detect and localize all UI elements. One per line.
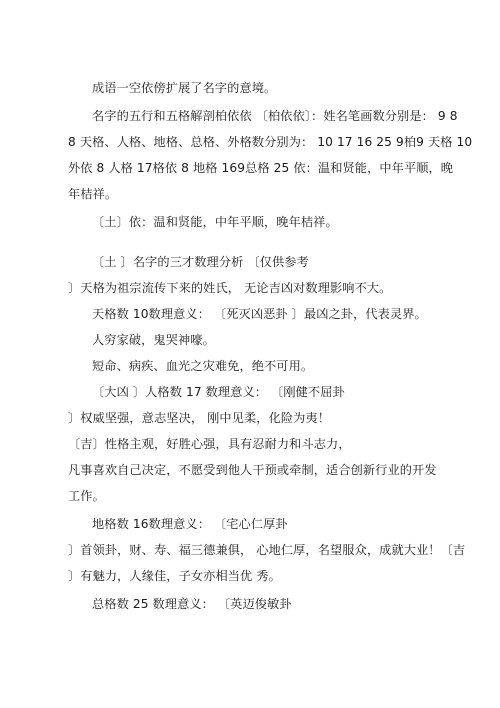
text-line-16: 工作。 xyxy=(68,489,105,503)
text-line-10: 人穷家破，鬼哭神嚎。 xyxy=(92,333,215,347)
text-line-7: 〔土 〕名字的三才数理分析 〔仅供参考 xyxy=(92,255,309,269)
text-line-2: 名字的五行和五格解剖柏依依 〔柏依依〕：姓名笔画数分别是： 9 8 xyxy=(92,109,458,123)
text-line-13: 〕权威坚强，意志坚决， 刚中见柔，化险为夷！ xyxy=(68,411,331,425)
text-line-9: 天格数 10数理意义： 〔死灭凶恶卦 〕最凶之卦，代表灵界。 xyxy=(92,307,427,321)
text-line-8: 〕天格为祖宗流传下来的姓氏， 无论吉凶对数理影响不大。 xyxy=(68,281,392,295)
text-line-15: 凡事喜欢自己决定，不愿受到他人干预或牵制，适合创新行业的开发 xyxy=(68,463,437,477)
text-line-11: 短命、病疾、血光之灾难免，绝不可用。 xyxy=(92,359,314,373)
text-line-18: 〕首领卦，财、寿、福三德兼俱， 心地仁厚，名望服众，成就大业！〔吉 xyxy=(68,543,466,557)
text-line-4: 外依 8 人格 17格依 8 地格 169总格 25 依：温和贤能，中年平顺，晚 xyxy=(68,161,454,175)
text-line-20: 总格数 25 数理意义： 〔英迈俊敏卦 xyxy=(92,597,292,611)
text-line-14: 〔吉〕性格主观，好胜心强，具有忍耐力和斗志力， xyxy=(68,437,351,451)
text-line-3: 8 天格、人格、地格、总格、外格数分别为： 10 17 16 25 9柏9 天格 10 xyxy=(68,135,473,149)
text-line-5: 年桔祥。 xyxy=(68,187,118,201)
text-line-1: 成语一空依傍扩展了名字的意境。 xyxy=(92,81,277,95)
text-line-6: 〔土〕依：温和贤能，中年平顺，晚年桔祥。 xyxy=(92,215,338,229)
text-line-17: 地格数 16数理意义： 〔宅心仁厚卦 xyxy=(92,517,288,531)
text-line-12: 〔大凶 〕人格数 17 数理意义： 〔刚健不屈卦 xyxy=(92,385,345,399)
text-line-19: 〕有魅力，人缘佳，子女亦相当优 秀。 xyxy=(68,569,281,583)
